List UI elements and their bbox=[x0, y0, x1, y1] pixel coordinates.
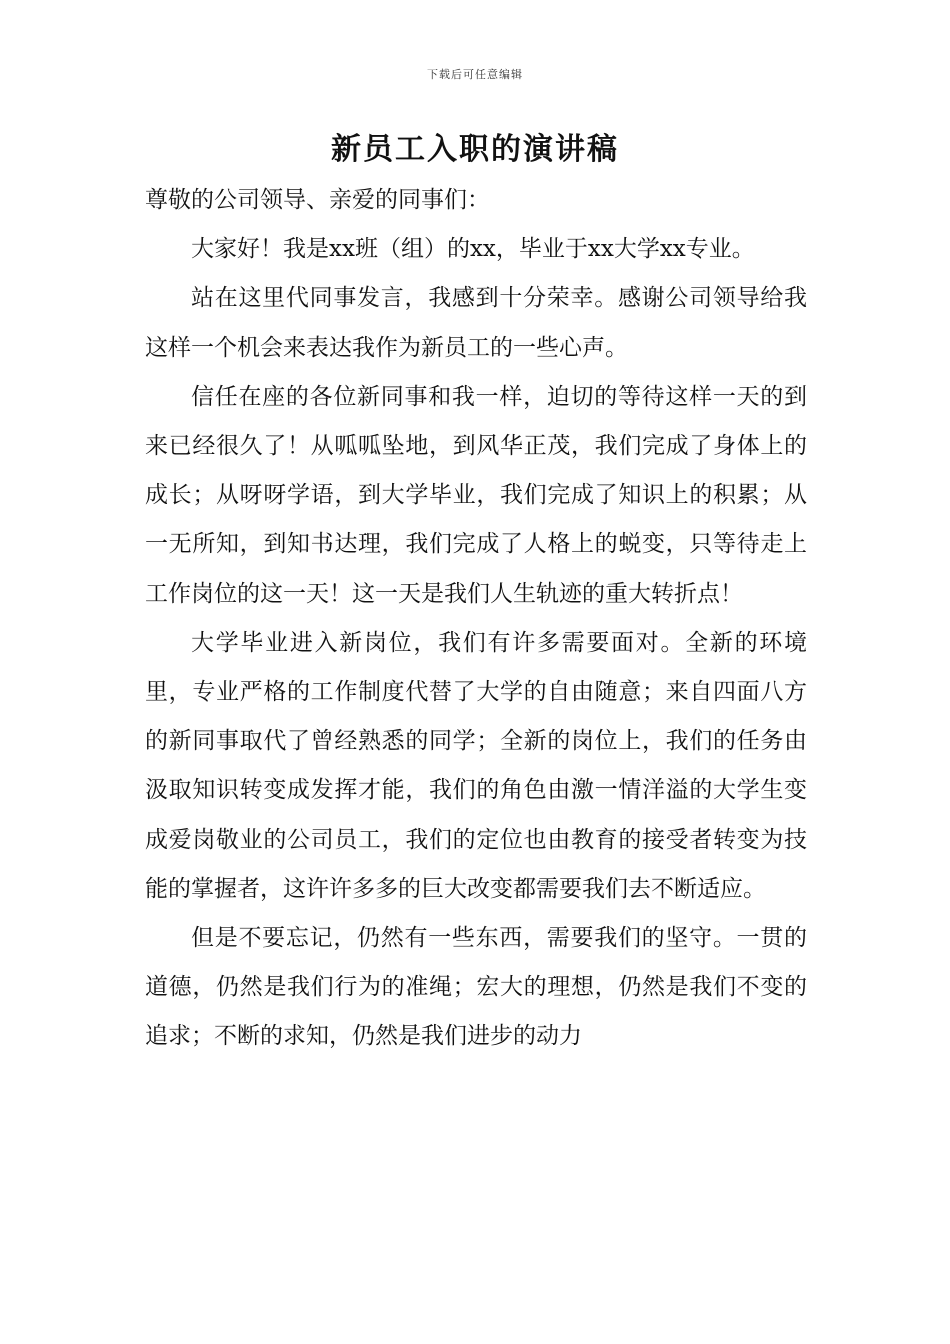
paragraph-values: 但是不要忘记，仍然有一些东西，需要我们的坚守。一贯的道德，仍然是我们行为的准绳；宏大的理想，仍然是我们不变的追求；不断的求知，仍然是我们进步的动力 bbox=[145, 925, 807, 1050]
paragraph-honor: 站在这里代同事发言，我感到十分荣幸。感谢公司领导给我这样一个机会来表达我作为新员工的一些心声。 bbox=[145, 285, 807, 361]
paragraph-growth: 信任在座的各位新同事和我一样，迫切的等待这样一天的到来已经很久了！从呱呱坠地，到风华正茂，我们完成了身体上的成长；从呀呀学语，到大学毕业，我们完成了知识上的积累；从一无所知，到知书达理，我们完成了人格上的蜕变，只等待走上工作岗位的这一天！这一天是我们人生轨迹的重大转折点！ bbox=[145, 383, 807, 607]
header-note: 下载后可任意编辑 bbox=[427, 68, 523, 81]
document-body bbox=[145, 176, 807, 1062]
paragraph-changes: 大学毕业进入新岗位，我们有许多需要面对。全新的环境里，专业严格的工作制度代替了大学的自由随意；来自四面八方的新同事取代了曾经熟悉的同学；全新的岗位上，我们的任务由汲取知识转变成发挥才能，我们的角色由激一情洋溢的大学生变成爱岗敬业的公司员工，我们的定位也由教育的接受者转变为技能的掌握者，这许许多多的巨大改变都需要我们去不断适应。 bbox=[145, 629, 807, 902]
document-title: 新员工入职的演讲稿 bbox=[331, 132, 619, 167]
paragraph-greeting: 大家好！我是xx班（组）的xx，毕业于xx大学xx专业。 bbox=[191, 236, 755, 263]
salutation: 尊敬的公司领导、亲爱的同事们： bbox=[145, 187, 490, 213]
